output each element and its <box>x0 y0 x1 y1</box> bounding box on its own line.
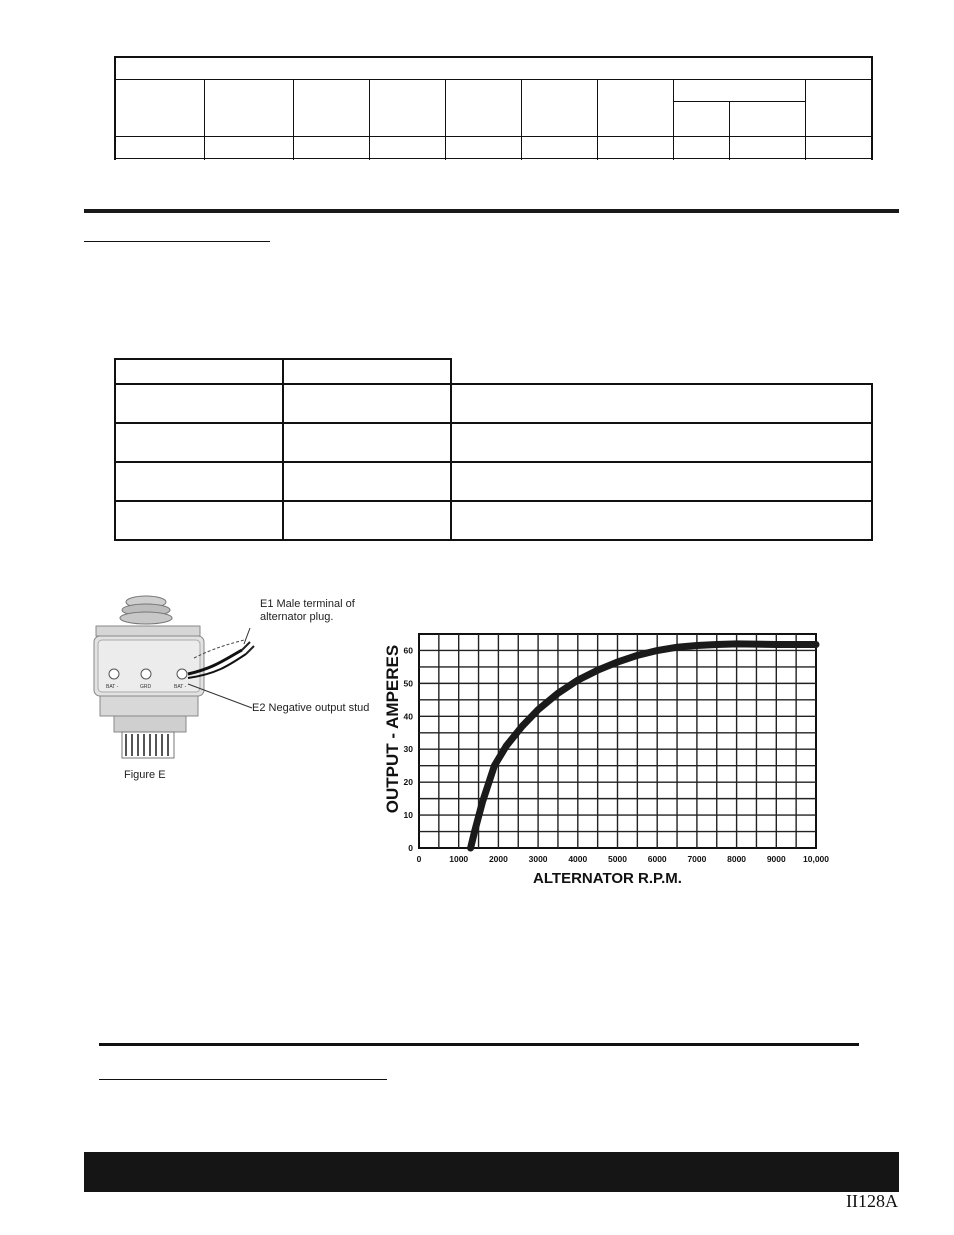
x-tick-label: 1000 <box>449 854 469 864</box>
x-tick-label: 6000 <box>647 854 667 864</box>
y-tick-labels <box>404 645 414 853</box>
x-axis-label: ALTERNATOR R.P.M. <box>533 870 682 887</box>
figure-caption: Figure E <box>124 769 166 781</box>
y-tick-label: 40 <box>403 711 413 722</box>
terminal-label: GRD <box>140 684 152 690</box>
callout-e1: E1 Male terminal of alternator plug. <box>260 598 355 623</box>
y-tick-label: 10 <box>403 810 413 821</box>
y-tick-label: 30 <box>403 744 413 755</box>
x-tick-label: 3000 <box>528 854 548 864</box>
terminal-label: BAT - <box>174 684 187 690</box>
terminal-label: BAT - <box>106 684 119 690</box>
x-tick-label: 4000 <box>568 854 588 864</box>
x-tick-labels <box>417 854 830 864</box>
x-tick-label: 2000 <box>488 854 508 864</box>
footer-bar <box>84 1152 899 1192</box>
y-tick-label: 20 <box>403 777 413 788</box>
figure-e <box>84 588 374 788</box>
lower-divider <box>99 1043 859 1046</box>
y-tick-label: 50 <box>403 678 413 689</box>
section-divider <box>84 209 899 213</box>
x-tick-label: 5000 <box>608 854 627 864</box>
y-tick-label: 0 <box>408 843 413 853</box>
callout-e2: E2 Negative output stud <box>252 702 370 714</box>
heading-underline <box>84 241 270 242</box>
subheading-underline <box>99 1079 387 1080</box>
x-tick-label: 7000 <box>687 854 707 864</box>
y-axis-label: OUTPUT - AMPERES <box>383 644 402 814</box>
x-tick-label: 8000 <box>727 854 747 864</box>
document-code: II128A <box>846 1191 898 1211</box>
x-tick-label: 10,000 <box>803 854 829 864</box>
x-tick-label: 0 <box>416 854 422 864</box>
x-tick-label: 9000 <box>766 854 786 864</box>
output-chart <box>378 600 838 895</box>
y-tick-label: 60 <box>403 645 413 656</box>
